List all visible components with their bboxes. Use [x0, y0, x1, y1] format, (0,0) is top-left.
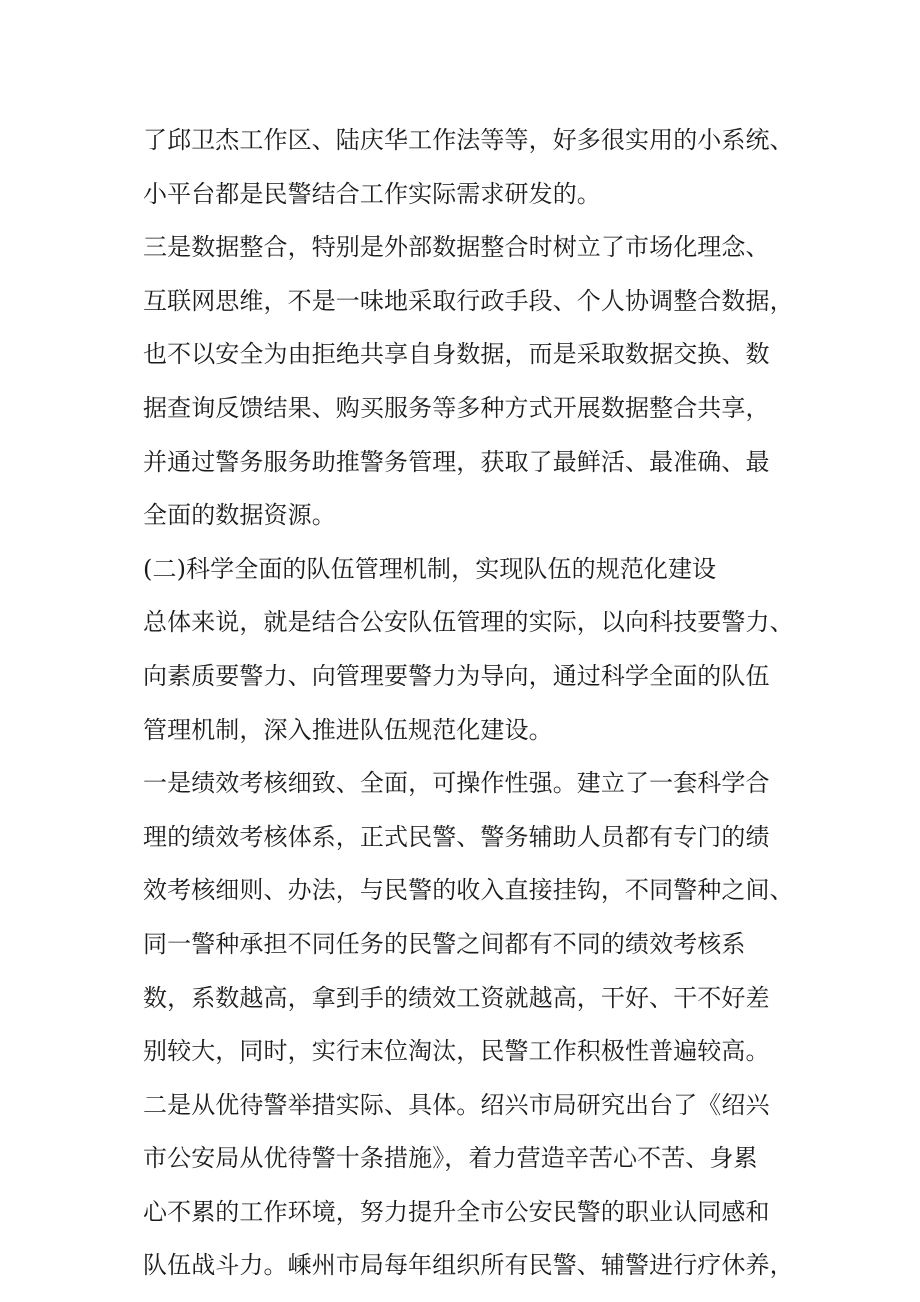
text-line: 效考核细则、办法，与民警的收入直接挂钩，不同警种之间、: [143, 876, 794, 905]
text-line: 市公安局从优待警十条措施》，着力营造辛苦心不苦、身累: [143, 1144, 758, 1173]
body-text: [143, 114, 793, 1293]
text-line: 总体来说，就是结合公安队伍管理的实际，以向科技要警力、: [143, 608, 794, 637]
text-line: 全面的数据资源。: [143, 501, 336, 530]
text-line: 队伍战斗力。嵊州市局每年组织所有民警、辅警进行疗休养，: [143, 1251, 794, 1280]
text-line: 管理机制，深入推进队伍规范化建设。: [143, 715, 553, 744]
text-line: 一是绩效考核细致、全面，可操作性强。建立了一套科学合: [143, 769, 770, 798]
text-line: 小平台都是民警结合工作实际需求研发的。: [143, 179, 601, 208]
text-line: 心不累的工作环境，努力提升全市公安民警的职业认同感和: [143, 1197, 770, 1226]
text-line: 同一警种承担不同任务的民警之间都有不同的绩效考核系: [143, 929, 746, 958]
text-line: 并通过警务服务助推警务管理，获取了最鲜活、最准确、最: [143, 447, 770, 476]
text-line: 了邱卫杰工作区、陆庆华工作法等等，好多很实用的小系统、: [143, 126, 794, 154]
text-line: 理的绩效考核体系，正式民警、警务辅助人员都有专门的绩: [143, 822, 770, 851]
text-line: 向素质要警力、向管理要警力为导向，通过科学全面的队伍: [143, 661, 770, 690]
text-line: 据查询反馈结果、购买服务等多种方式开展数据整合共享，: [143, 393, 770, 422]
text-line: 也不以安全为由拒绝共享自身数据，而是采取数据交换、数: [143, 340, 770, 369]
text-line: 数，系数越高，拿到手的绩效工资就越高，干好、干不好差: [143, 983, 770, 1012]
text-line: 二是从优待警举措实际、具体。绍兴市局研究出台了《绍兴: [143, 1090, 770, 1119]
text-line: 三是数据整合，特别是外部数据整合时树立了市场化理念、: [143, 233, 770, 262]
text-line: 别较大，同时，实行末位淘汰，民警工作积极性普遍较高。: [143, 1037, 770, 1066]
text-line: 互联网思维，不是一味地采取行政手段、个人协调整合数据，: [143, 286, 794, 315]
section-heading: (二)科学全面的队伍管理机制，实现队伍的规范化建设: [143, 554, 717, 583]
